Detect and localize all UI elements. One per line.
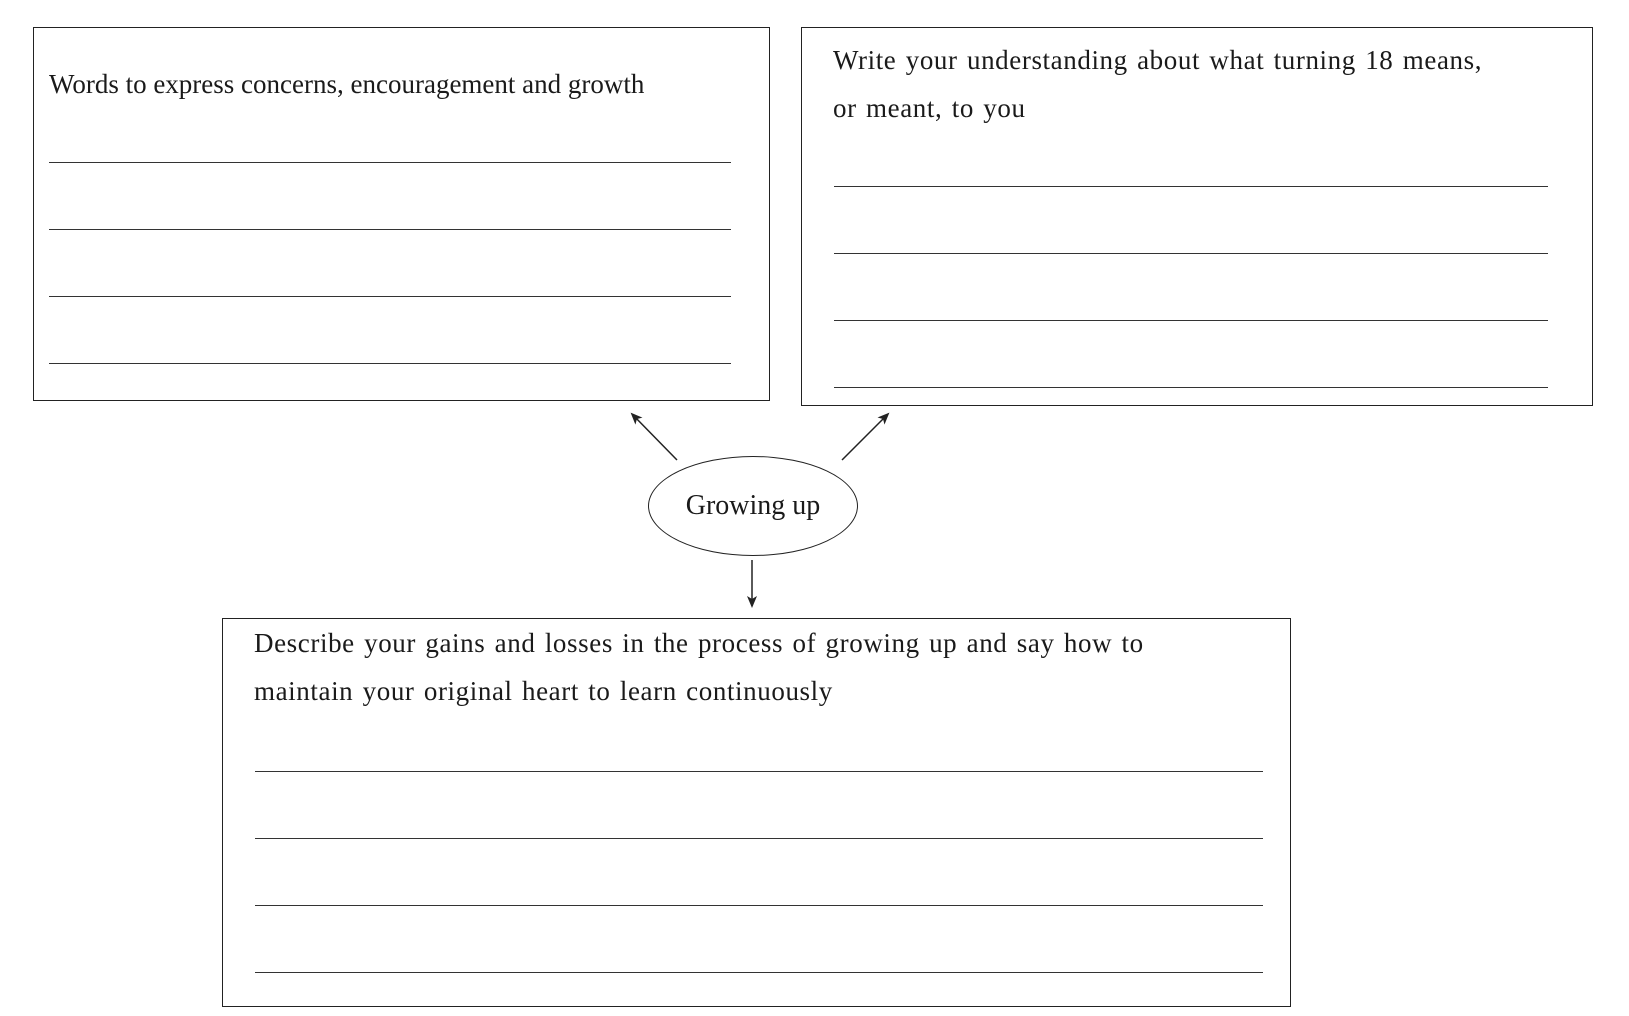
answer-line[interactable]: [255, 771, 1263, 772]
growing-up-label: Growing up: [685, 490, 821, 521]
gains-losses-box: [222, 618, 1291, 1007]
gains-losses-prompt-line1: Describe your gains and losses in the process of growing up and say how to: [254, 628, 1144, 658]
answer-line[interactable]: [49, 363, 731, 364]
answer-line[interactable]: [255, 905, 1263, 906]
answer-line[interactable]: [49, 296, 731, 297]
concerns-box: [33, 27, 770, 401]
arrow-to-concerns-box: [632, 414, 677, 460]
turning18-box: [801, 27, 1593, 406]
answer-line[interactable]: [834, 320, 1548, 321]
growing-up-node: [648, 456, 858, 556]
answer-line[interactable]: [255, 972, 1263, 973]
answer-line[interactable]: [834, 387, 1548, 388]
concerns-prompt: Words to express concerns, encouragement and growth: [49, 69, 645, 99]
answer-line[interactable]: [834, 186, 1548, 187]
answer-line[interactable]: [834, 253, 1548, 254]
answer-line[interactable]: [49, 229, 731, 230]
turning18-prompt-line1: Write your understanding about what turning 18 means,: [833, 45, 1483, 75]
answer-line[interactable]: [49, 162, 731, 163]
arrow-to-turning18-box: [842, 414, 888, 460]
answer-line[interactable]: [255, 838, 1263, 839]
turning18-prompt-line2: or meant, to you: [833, 93, 1026, 123]
gains-losses-prompt-line2: maintain your original heart to learn continuously: [254, 676, 833, 706]
